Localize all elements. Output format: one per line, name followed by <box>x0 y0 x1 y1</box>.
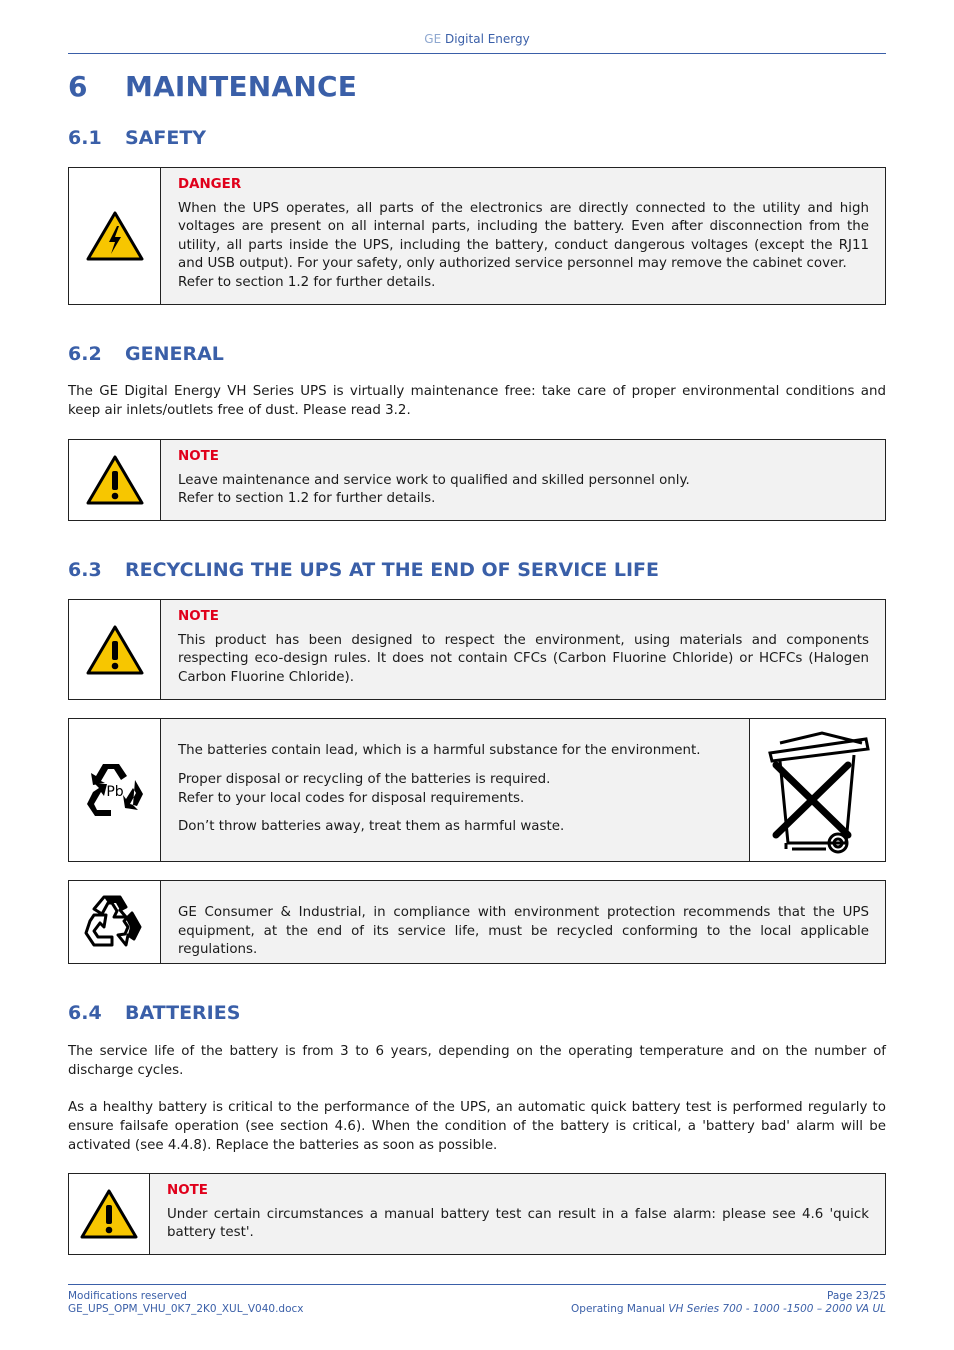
note-label: NOTE <box>178 609 219 624</box>
recycle-icon <box>69 881 161 963</box>
chapter-heading <box>68 70 357 103</box>
footer-rule <box>68 1284 886 1285</box>
warning-icon <box>69 1174 150 1254</box>
lead-battery-box <box>68 718 886 862</box>
section-number: 6.4 <box>68 1002 102 1024</box>
lead-line-3: Refer to your local codes for disposal requirements. <box>178 791 525 806</box>
lead-recycle-icon <box>69 719 161 861</box>
warning-icon <box>69 440 161 520</box>
recycle-text: GE Consumer & Industrial, in compliance with environment protection recommends that the UPS equipment, at the end of its service life, must be recycled conforming to the local applicable regulations. <box>178 905 869 958</box>
section-title: RECYCLING THE UPS AT THE END OF SERVICE LIFE <box>125 559 659 581</box>
lead-line-1: The batteries contain lead, which is a harmful substance for the environment. <box>178 743 701 758</box>
danger-box <box>68 167 886 305</box>
note-text: This product has been designed to respect the environment, using materials and components respecting eco-design rules. It does not contain CFCs (Carbon Fluorine Chloride) or HCFCs (Halogen Carbon Fluorine Chloride). <box>178 632 869 685</box>
section-number: 6.3 <box>68 559 102 581</box>
danger-reference: Refer to section 1.2 for further details. <box>178 274 436 290</box>
general-note-content <box>161 440 885 520</box>
chapter-number: 6 <box>68 70 88 103</box>
section-title: SAFETY <box>125 127 207 149</box>
section-heading-batteries <box>68 1002 240 1024</box>
danger-content <box>161 168 885 304</box>
general-note-box <box>68 439 886 521</box>
section-number: 6.1 <box>68 127 102 149</box>
chapter-title: MAINTENANCE <box>125 70 358 103</box>
footer-manual-series: VH Series 700 - 1000 -1500 – 2000 VA UL <box>668 1303 886 1315</box>
header-rule <box>68 53 886 54</box>
footer-manual-title <box>571 1303 886 1316</box>
lead-line-4: Don’t throw batteries away, treat them as harmful waste. <box>178 819 565 834</box>
section-heading-safety <box>68 127 206 149</box>
section-heading-general <box>68 343 224 365</box>
recycling-note-content <box>161 600 885 699</box>
batteries-paragraph-2: As a healthy battery is critical to the performance of the UPS, an automatic quick battery test is performed regularly to ensure failsafe operation (see section 4.6). When the condition of the battery is critical, a 'battery bad' alarm will be activated (see 4.4.8). Replace the batteries as soon as possible. <box>68 1100 886 1153</box>
header-brand: GE <box>424 32 442 46</box>
note-reference: Refer to section 1.2 for further details. <box>178 491 436 507</box>
electric-hazard-icon <box>69 168 161 304</box>
recycle-box <box>68 880 886 964</box>
header-title: Digital Energy <box>444 32 530 46</box>
note-label: NOTE <box>167 1183 208 1198</box>
warning-icon <box>69 600 161 699</box>
note-text: Leave maintenance and service work to qualified and skilled personnel only. <box>178 472 690 488</box>
lead-symbol-text: Pb <box>105 784 124 800</box>
footer-modifications: Modifications reserved <box>68 1290 187 1302</box>
lead-line-2: Proper disposal or recycling of the batteries is required. <box>178 772 551 787</box>
footer-right <box>571 1290 886 1316</box>
crossed-bin-icon <box>749 719 885 861</box>
recycling-note-box <box>68 599 886 700</box>
danger-label: DANGER <box>178 177 242 192</box>
section-number: 6.2 <box>68 343 102 365</box>
batteries-paragraph-1: The service life of the battery is from 3 to 6 years, depending on the operating temperature and on the number of discharge cycles. <box>68 1044 886 1078</box>
battery-note-box <box>68 1173 886 1255</box>
page-header <box>0 32 954 46</box>
note-text: Under certain circumstances a manual battery test can result in a false alarm: please see 4.6 'quick battery test'. <box>167 1206 869 1241</box>
footer-filename: GE_UPS_OPM_VHU_0K7_2K0_XUL_V040.docx <box>68 1303 304 1315</box>
general-paragraph: The GE Digital Energy VH Series UPS is virtually maintenance free: take care of proper environmental conditions and keep air inlets/outlets free of dust. Please read 3.2. <box>68 384 886 418</box>
lead-battery-content <box>161 719 749 861</box>
recycle-content <box>161 881 885 963</box>
section-title: BATTERIES <box>125 1002 241 1024</box>
section-title: GENERAL <box>125 343 224 365</box>
footer-left <box>68 1290 303 1316</box>
danger-text: When the UPS operates, all parts of the electronics are directly connected to the utility and high voltages are present on all internal parts, including the battery. Even after disconnection from the utility, all parts inside the UPS, including the battery, conduct dangerous voltages (except the RJ11 and USB output). For your safety, only authorized service personnel may remove the cabinet cover. <box>178 200 869 272</box>
section-heading-recycling <box>68 559 659 581</box>
footer-manual-prefix: Operating Manual <box>571 1303 669 1315</box>
note-label: NOTE <box>178 449 219 464</box>
battery-note-content <box>150 1174 885 1254</box>
footer-page-number: Page 23/25 <box>826 1290 886 1302</box>
